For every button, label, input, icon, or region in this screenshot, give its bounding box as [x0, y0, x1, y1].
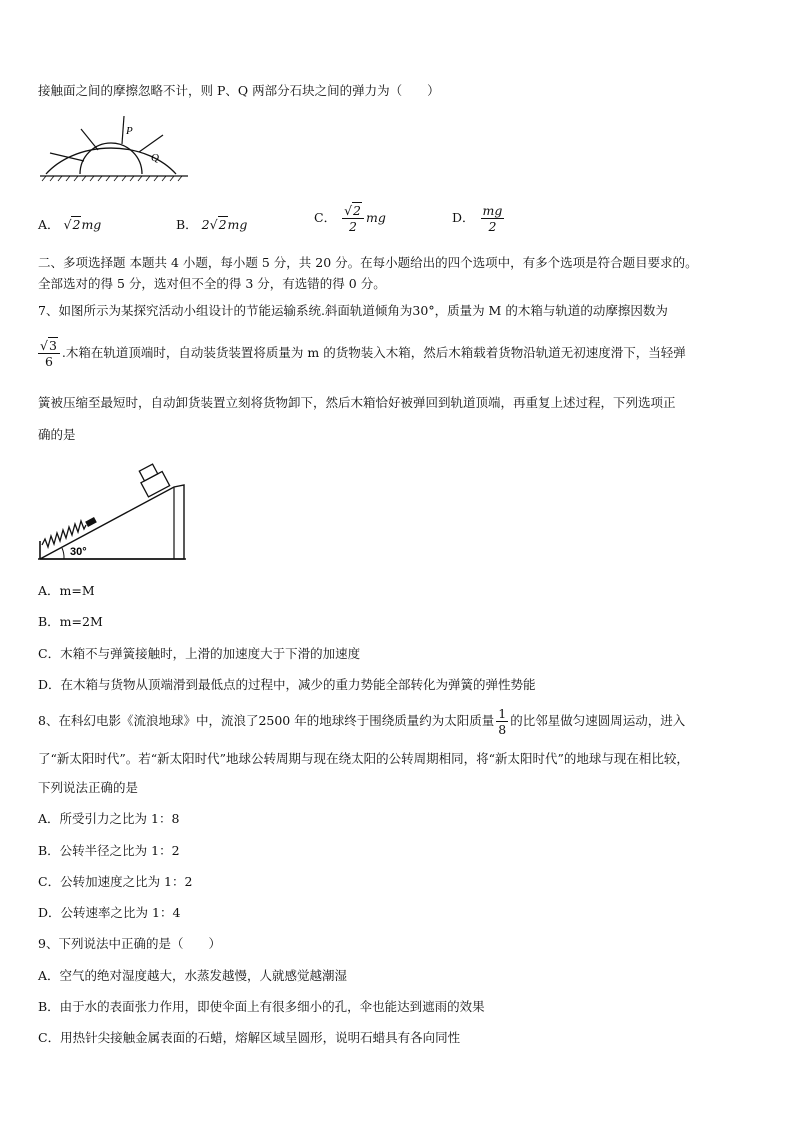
q7-line3: 簧被压缩至最短时，自动卸货装置立刻将货物卸下，然后木箱恰好被弹回到轨道顶端，再重复上述过程，下列选项正: [38, 395, 676, 410]
label-q: Q: [151, 152, 159, 164]
q8-option-b[interactable]: B．公转半径之比为 1：2: [38, 843, 180, 858]
q9-option-b[interactable]: B．由于水的表面张力作用，即使伞面上有很多细小的孔，伞也能达到遮雨的效果: [38, 999, 485, 1014]
q6-option-c[interactable]: C． $\frac{√2}{2}$ mg: [314, 203, 386, 234]
q8-option-a[interactable]: A．所受引力之比为 1：8: [38, 811, 180, 826]
q8-line3: 下列说法正确的是: [38, 780, 139, 795]
q9-option-a[interactable]: A．空气的绝对湿度越大，水蒸发越慢，人就感觉越潮湿: [38, 968, 348, 983]
section2-line2: 全部选对的得 5 分，选对但不全的得 3 分，有选错的得 0 分。: [38, 276, 386, 291]
q6-option-a[interactable]: A． √2mg: [38, 217, 102, 232]
q7-option-b[interactable]: B．m=2M: [38, 614, 103, 629]
q8-frac: $\frac{1}{8}$: [498, 706, 507, 737]
q7-line2: $\frac{√3}{6}$ .木箱在轨道顶端时，自动装货装置将质量为 m 的货物装入木箱，然后木箱载着货物沿轨道无初速度滑下，当轻弹: [40, 338, 686, 369]
q8-option-d[interactable]: D．公转速率之比为 1：4: [38, 905, 181, 920]
q8-option-c[interactable]: C．公转加速度之比为 1：2: [38, 874, 193, 889]
angle-label: 30°: [70, 546, 87, 558]
section2-line1: 二、多项选择题 本题共 4 小题，每小题 5 分，共 20 分。在每小题给出的四个选项中，有多个选项是符合题目要求的。: [38, 255, 698, 270]
q7-option-d[interactable]: D．在木箱与货物从顶端滑到最低点的过程中，减少的重力势能全部转化为弹簧的弹性势能: [38, 677, 536, 692]
q7-line4: 确的是: [38, 427, 76, 442]
q7-option-c[interactable]: C．木箱不与弹簧接触时，上滑的加速度大于下滑的加速度: [38, 646, 361, 661]
q6-option-d[interactable]: D． $\frac{mg}{2}$: [452, 203, 503, 234]
q9-stem: 9、下列说法中正确的是（ ）: [38, 936, 221, 951]
q8-line2: 了“新太阳时代”。若“新太阳时代”地球公转周期与现在绕太阳的公转周期相同，将“新太阳时代”的地球与现在相比较，: [38, 751, 689, 766]
q6-stem: 接触面之间的摩擦忽略不计，则 P、Q 两部分石块之间的弹力为（ ）: [38, 83, 440, 98]
q7-frac: $\frac{√3}{6}$: [38, 338, 60, 369]
q6-arch-figure: [38, 110, 218, 184]
q8-line1: 8、在科幻电影《流浪地球》中，流浪了2500 年的地球终于围绕质量约为太阳质量 $\frac{1}{8}$ 的比邻星做匀速圆周运动，进入: [38, 706, 686, 737]
label-p: P: [126, 125, 133, 137]
q9-option-c[interactable]: C．用热针尖接触金属表面的石蜡，熔解区域呈圆形，说明石蜡具有各向同性: [38, 1030, 461, 1045]
q6-options: [38, 203, 558, 243]
q7-incline-figure: [36, 455, 196, 565]
q7-line1: 7、如图所示为某探究活动小组设计的节能运输系统.斜面轨道倾角为30°，质量为 M 的木箱与轨道的动摩擦因数为: [38, 303, 668, 318]
q6-option-b[interactable]: B． 2√2mg: [176, 217, 248, 232]
q7-option-a[interactable]: A．m=M: [38, 583, 95, 598]
